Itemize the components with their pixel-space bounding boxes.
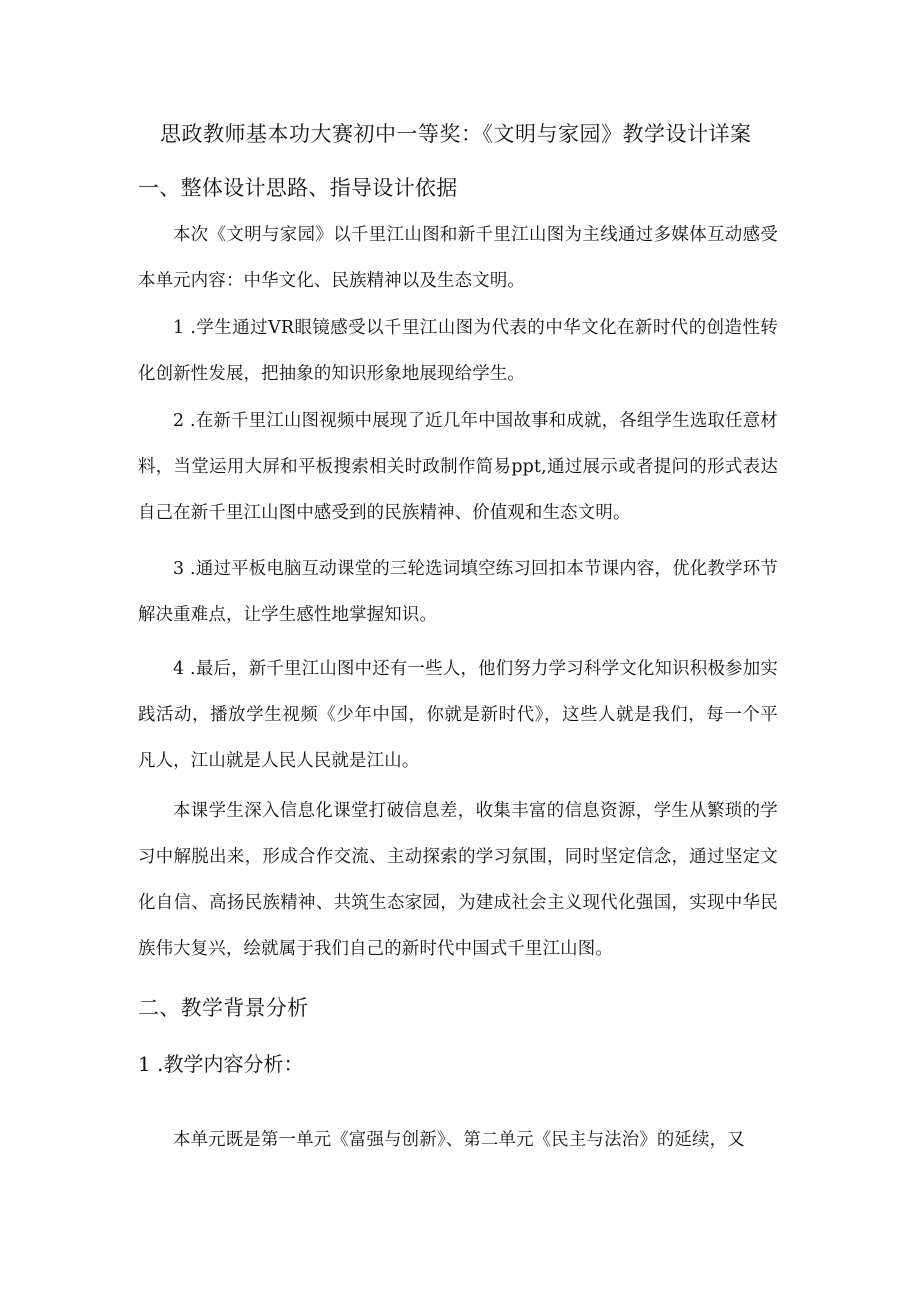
section-2-subheading-1: 1 .教学内容分析： [138,1052,304,1076]
section-1-item-4: 4 .最后，新千里江山图中还有一些人，他们努力学习科学文化知识积极参加实践活动，播放学生视频《少年中国，你就是新时代》，这些人就是我们，每一个平凡人，江山就是人民人民就是江山。 [138,659,778,771]
section-1-item-3: 3 .通过平板电脑互动课堂的三轮选词填空练习回扣本节课内容，优化教学环节解决重难点，让学生感性地掌握知识。 [138,559,778,625]
section-2-heading: 二、教学背景分析 [138,996,309,1020]
section-1-summary: 本课学生深入信息化课堂打破信息差，收集丰富的信息资源，学生从繁琐的学习中解脱出来，形成合作交流、主动探索的学习氛围，同时坚定信念，通过坚定文化自信、高扬民族精神、共筑生态家园，为建成社会主义现代化强国，实现中华民族伟大复兴，绘就属于我们自己的新时代中国式千里江山图。 [138,801,778,959]
document-title: 思政教师基本功大赛初中一等奖：《文明与家园》教学设计详案 [160,122,752,146]
section-1-intro: 本次《文明与家园》以千里江山图和新千里江山图为主线通过多媒体互动感受本单元内容：中华文化、民族精神以及生态文明。 [138,225,778,291]
section-1-heading: 一、整体设计思路、指导设计依据 [138,176,458,200]
section-1-item-2: 2 .在新千里江山图视频中展现了近几年中国故事和成就，各组学生选取任意材料，当堂运用大屏和平板搜索相关时政制作简易ppt,通过展示或者提问的形式表达自己在新千里江山图中感受到的民族精神、价值观和生态文明。 [138,411,778,523]
section-2-paragraph-1: 本单元既是第一单元《富强与创新》、第二单元《民主与法治》的延续，又 [173,1130,745,1150]
section-1-item-1: 1 .学生通过VR眼镜感受以千里江山图为代表的中华文化在新时代的创造性转化创新性发展，把抽象的知识形象地展现给学生。 [138,318,778,384]
